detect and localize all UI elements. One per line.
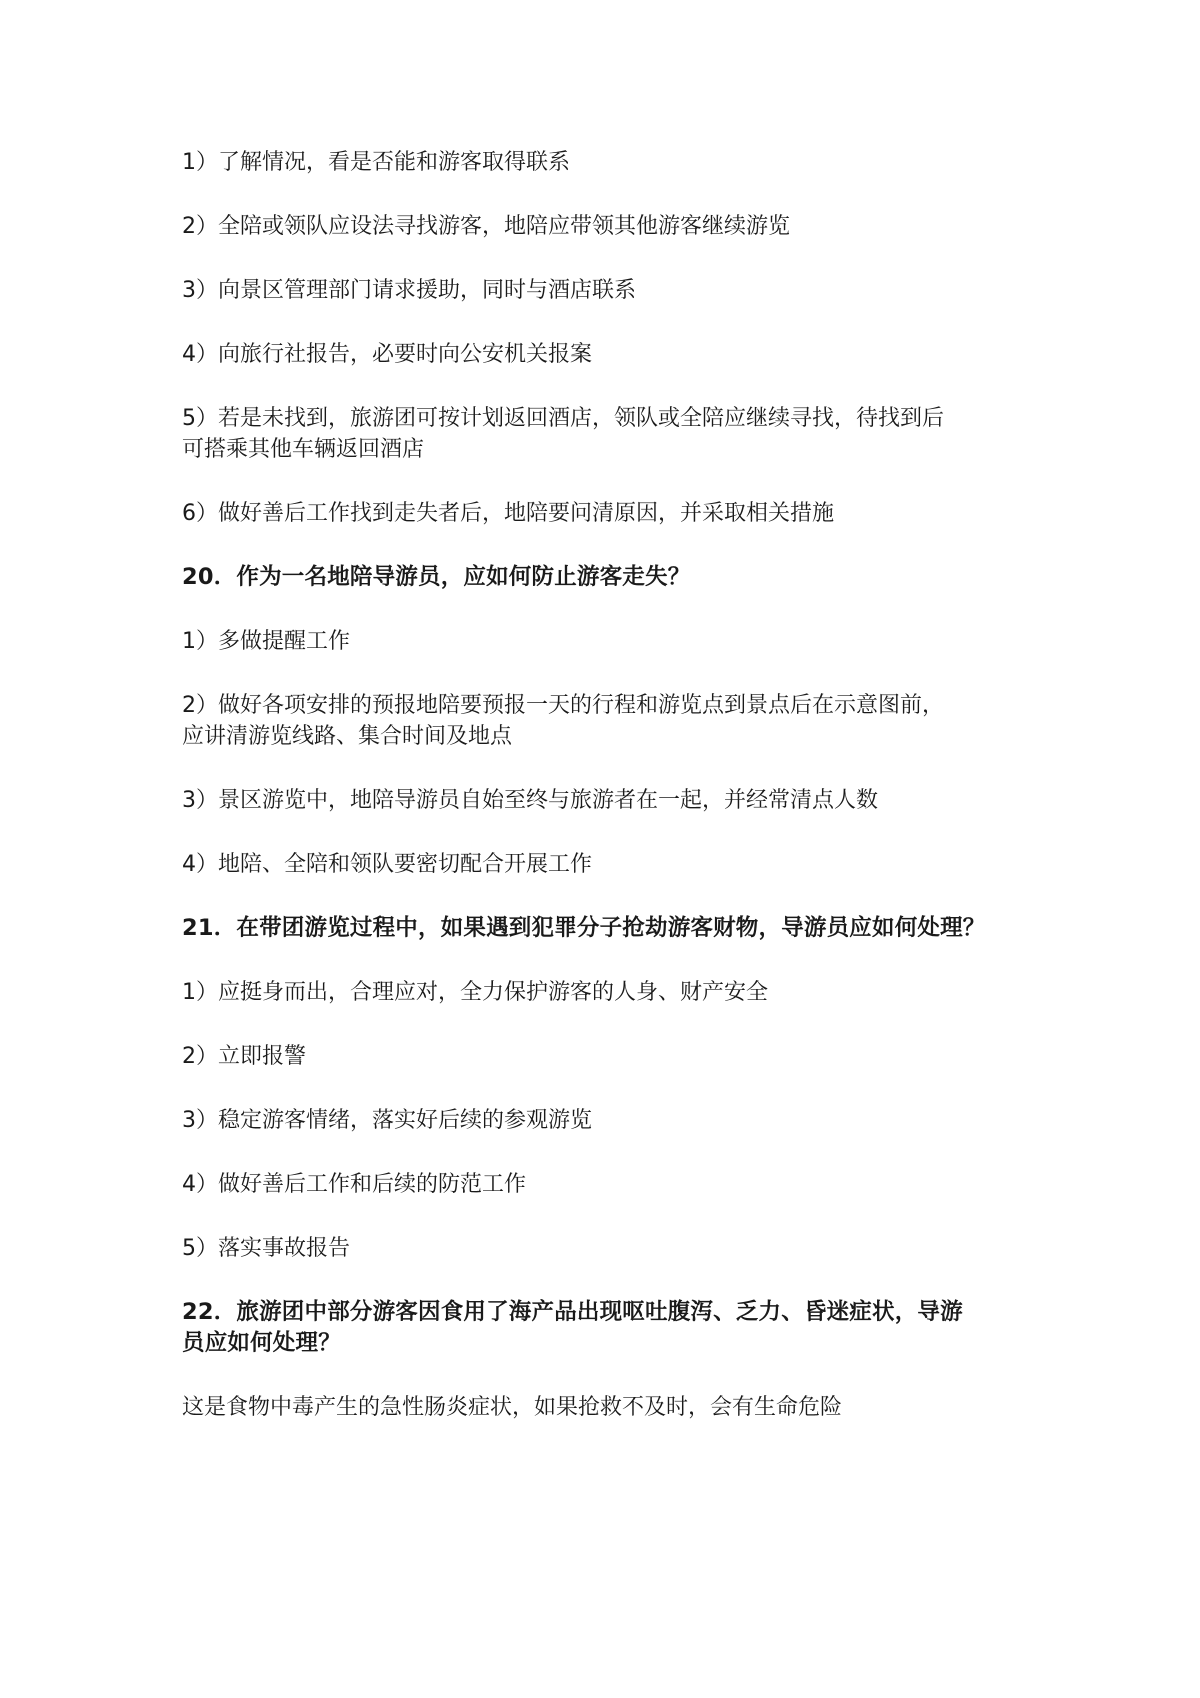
- list-item: 3）稳定游客情绪，落实好后续的参观游览: [182, 1108, 592, 1133]
- list-item-continuation: 可搭乘其他车辆返回酒店: [182, 437, 425, 462]
- question-heading-continuation: 员应如何处理？: [182, 1330, 341, 1356]
- list-item: 4）地陪、全陪和领队要密切配合开展工作: [182, 852, 592, 877]
- question-heading: 20．作为一名地陪导游员，应如何防止游客走失？: [182, 564, 691, 590]
- list-item: 5）若是未找到，旅游团可按计划返回酒店，领队或全陪应继续寻找，待找到后: [182, 406, 944, 431]
- question-heading: 21．在带团游览过程中，如果遇到犯罪分子抢劫游客财物，导游员应如何处理？: [182, 915, 986, 941]
- list-item: 2）立即报警: [182, 1044, 306, 1069]
- paragraph: 这是食物中毒产生的急性肠炎症状，如果抢救不及时，会有生命危险: [182, 1395, 843, 1420]
- list-item: 2）全陪或领队应设法寻找游客，地陪应带领其他游客继续游览: [182, 214, 790, 239]
- list-item: 3）向景区管理部门请求援助，同时与酒店联系: [182, 278, 636, 303]
- list-item: 5）落实事故报告: [182, 1236, 350, 1261]
- list-item: 1）多做提醒工作: [182, 629, 350, 654]
- list-item: 2）做好各项安排的预报地陪要预报一天的行程和游览点到景点后在示意图前，: [182, 693, 944, 718]
- list-item-continuation: 应讲清游览线路、集合时间及地点: [182, 724, 513, 749]
- question-heading: 22．旅游团中部分游客因食用了海产品出现呕吐腹泻、乏力、昏迷症状，导游: [182, 1299, 963, 1325]
- list-item: 1）应挺身而出，合理应对，全力保护游客的人身、财产安全: [182, 980, 768, 1005]
- list-item: 4）向旅行社报告，必要时向公安机关报案: [182, 342, 592, 367]
- list-item: 6）做好善后工作找到走失者后，地陪要问清原因，并采取相关措施: [182, 501, 834, 526]
- list-item: 3）景区游览中，地陪导游员自始至终与旅游者在一起，并经常清点人数: [182, 788, 878, 813]
- list-item: 4）做好善后工作和后续的防范工作: [182, 1172, 526, 1197]
- list-item: 1）了解情况，看是否能和游客取得联系: [182, 150, 570, 175]
